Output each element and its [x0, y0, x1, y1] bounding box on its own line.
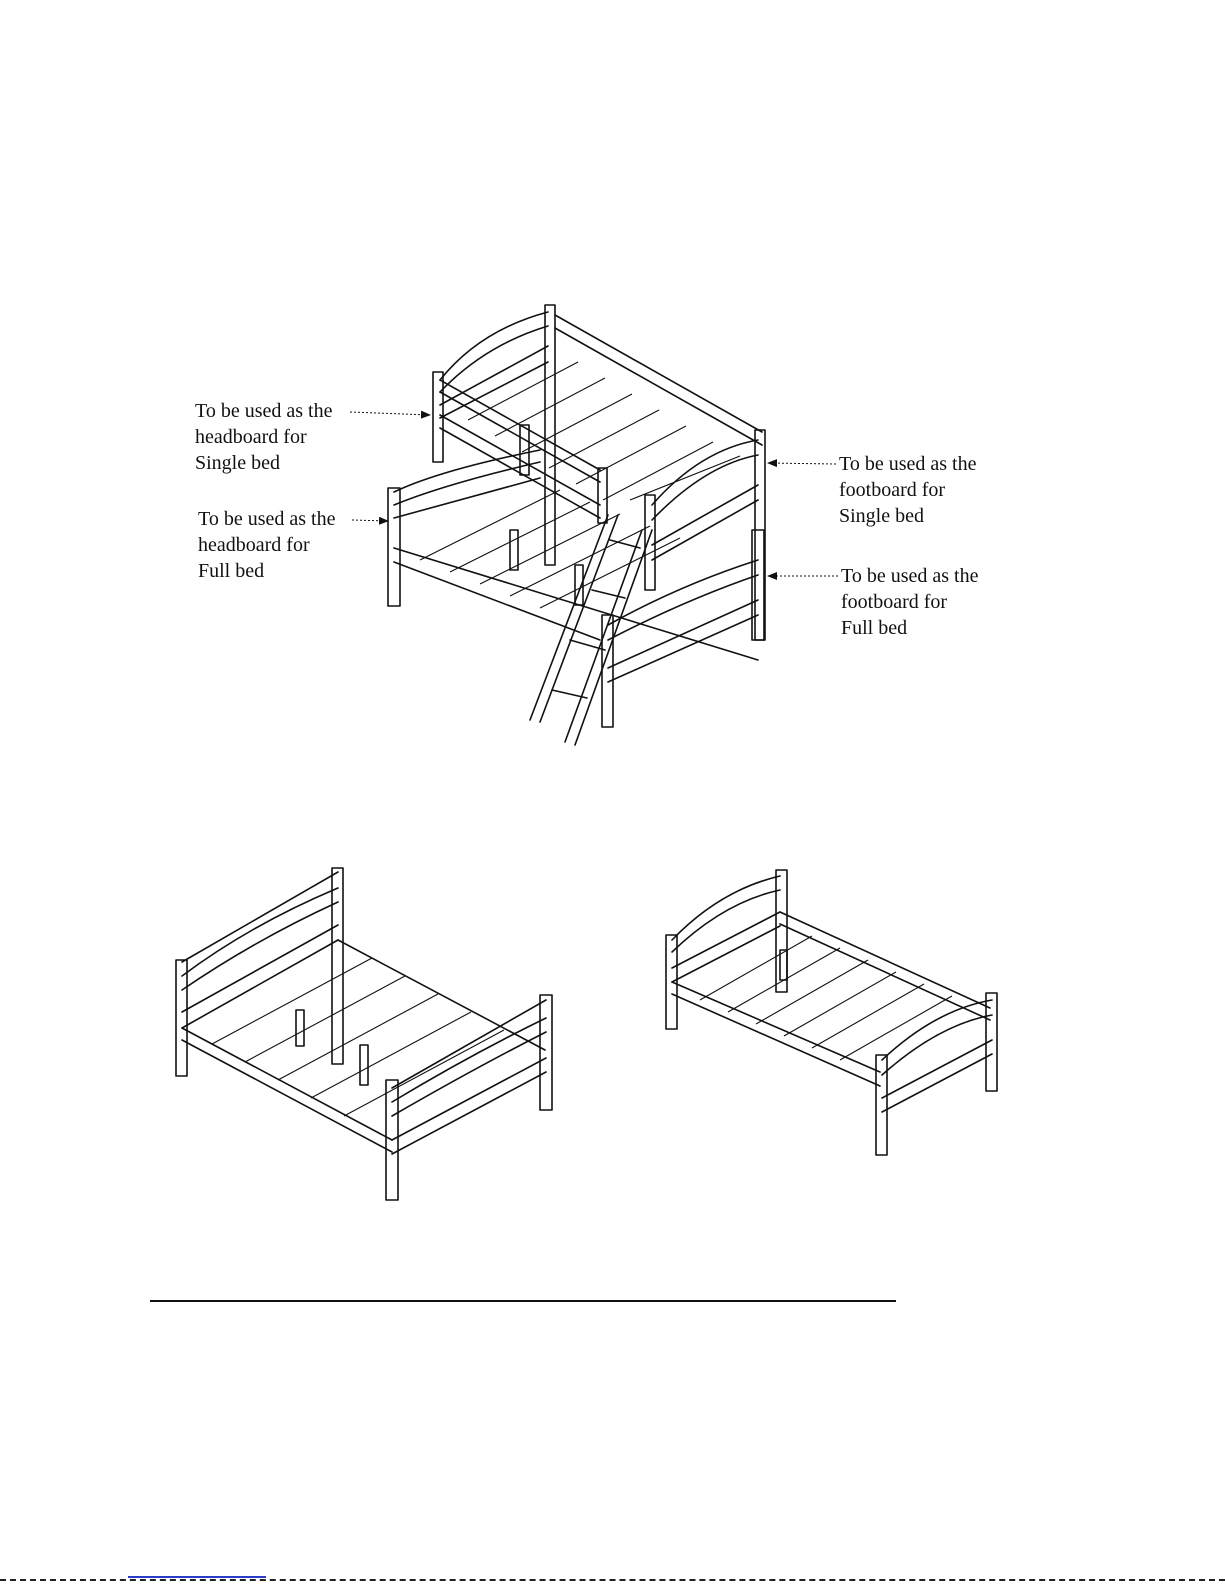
bunk-bed-figure: [388, 305, 765, 745]
callout-line: headboard for: [198, 534, 310, 556]
callout-line: To be used as the: [839, 453, 977, 475]
callout-line: To be used as the: [841, 565, 979, 587]
callout-line: footboard for: [839, 479, 946, 501]
callout-line: Full bed: [841, 617, 908, 639]
section-divider: [150, 1300, 896, 1302]
callout-line: Single bed: [195, 452, 280, 474]
single-bed-figure: [666, 870, 997, 1155]
callout-line: headboard for: [195, 426, 307, 448]
callout-line: Single bed: [839, 505, 924, 527]
callout-line: To be used as the: [195, 400, 333, 422]
callout-full-headboard: [198, 506, 335, 584]
callout-single-footboard: [839, 451, 976, 529]
upper-side-rails: [440, 315, 762, 518]
callout-line: footboard for: [841, 591, 948, 613]
callout-full-footboard: [841, 563, 978, 641]
page-edge-dashed-line: [0, 1579, 1225, 1581]
full-bed-figure: [176, 868, 552, 1200]
callout-single-headboard: [195, 398, 332, 476]
callout-line: Full bed: [198, 560, 265, 582]
link-underline[interactable]: [128, 1576, 266, 1578]
callout-line: To be used as the: [198, 508, 336, 530]
